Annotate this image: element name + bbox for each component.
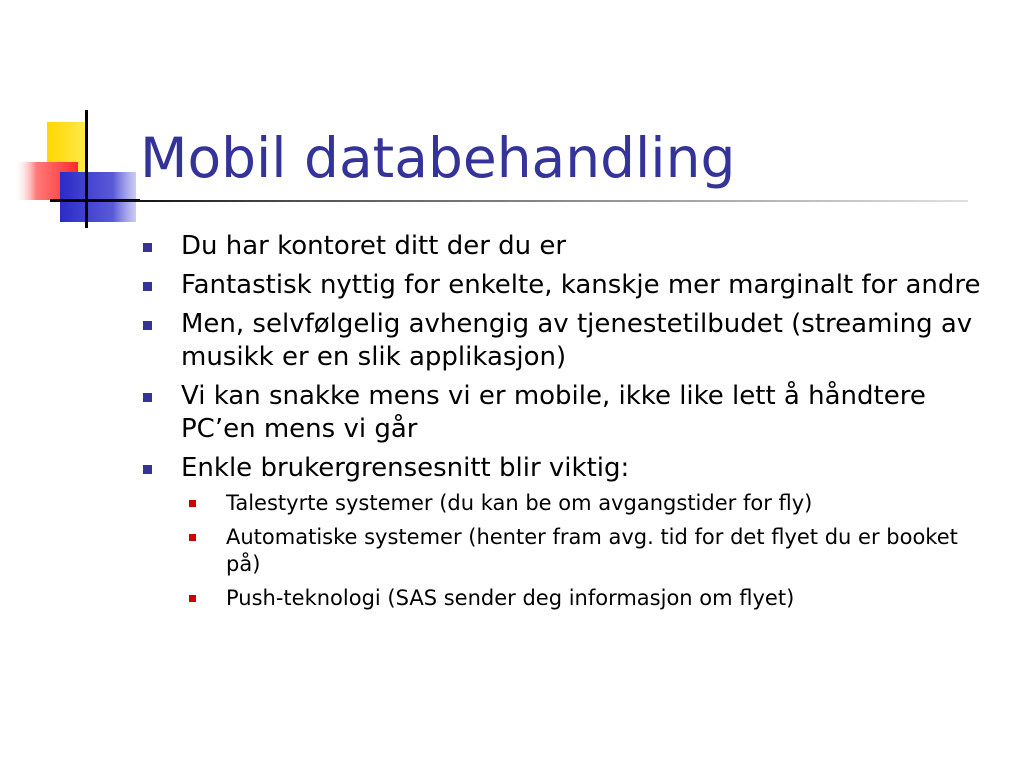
bullet-item	[143, 308, 993, 374]
bullet-list	[143, 230, 993, 619]
sub-bullet-item	[189, 585, 993, 612]
sub-bullet-text: Talestyrte systemer (du kan be om avgangstider for fly)	[226, 491, 813, 515]
square-bullet-icon	[143, 243, 152, 252]
bullet-text: Vi kan snakke mens vi er mobile, ikke like lett å håndtere PC’en mens vi går	[181, 381, 926, 444]
square-bullet-icon	[143, 282, 152, 291]
small-square-bullet-icon	[189, 500, 196, 507]
bullet-text: Enkle brukergrensesnitt blir viktig:	[181, 453, 630, 483]
bullet-item	[143, 269, 993, 302]
small-square-bullet-icon	[189, 595, 196, 602]
bullet-item	[143, 230, 993, 263]
small-square-bullet-icon	[189, 534, 196, 541]
sub-bullet-list	[181, 490, 993, 612]
sub-bullet-text: Automatiske systemer (henter fram avg. tid for det flyet du er booket på)	[226, 525, 958, 576]
bullet-item	[143, 380, 993, 446]
bullet-text: Fantastisk nyttig for enkelte, kanskje mer marginalt for andre	[181, 270, 981, 300]
logo-vertical-line	[85, 110, 88, 228]
bullet-item	[143, 452, 993, 612]
title-underline-rule	[88, 200, 968, 202]
slide-title: Mobil databehandling	[140, 126, 736, 190]
square-bullet-icon	[143, 321, 152, 330]
sub-bullet-text: Push-teknologi (SAS sender deg informasjon om flyet)	[226, 586, 795, 610]
bullet-text: Du har kontoret ditt der du er	[181, 231, 567, 261]
square-bullet-icon	[143, 393, 152, 402]
sub-bullet-item	[189, 490, 993, 517]
sub-bullet-item	[189, 524, 993, 578]
logo-blue-square	[60, 172, 136, 222]
bullet-text: Men, selvfølgelig avhengig av tjenestetilbudet (streaming av musikk er en slik applikasjon)	[181, 309, 973, 372]
square-bullet-icon	[143, 465, 152, 474]
